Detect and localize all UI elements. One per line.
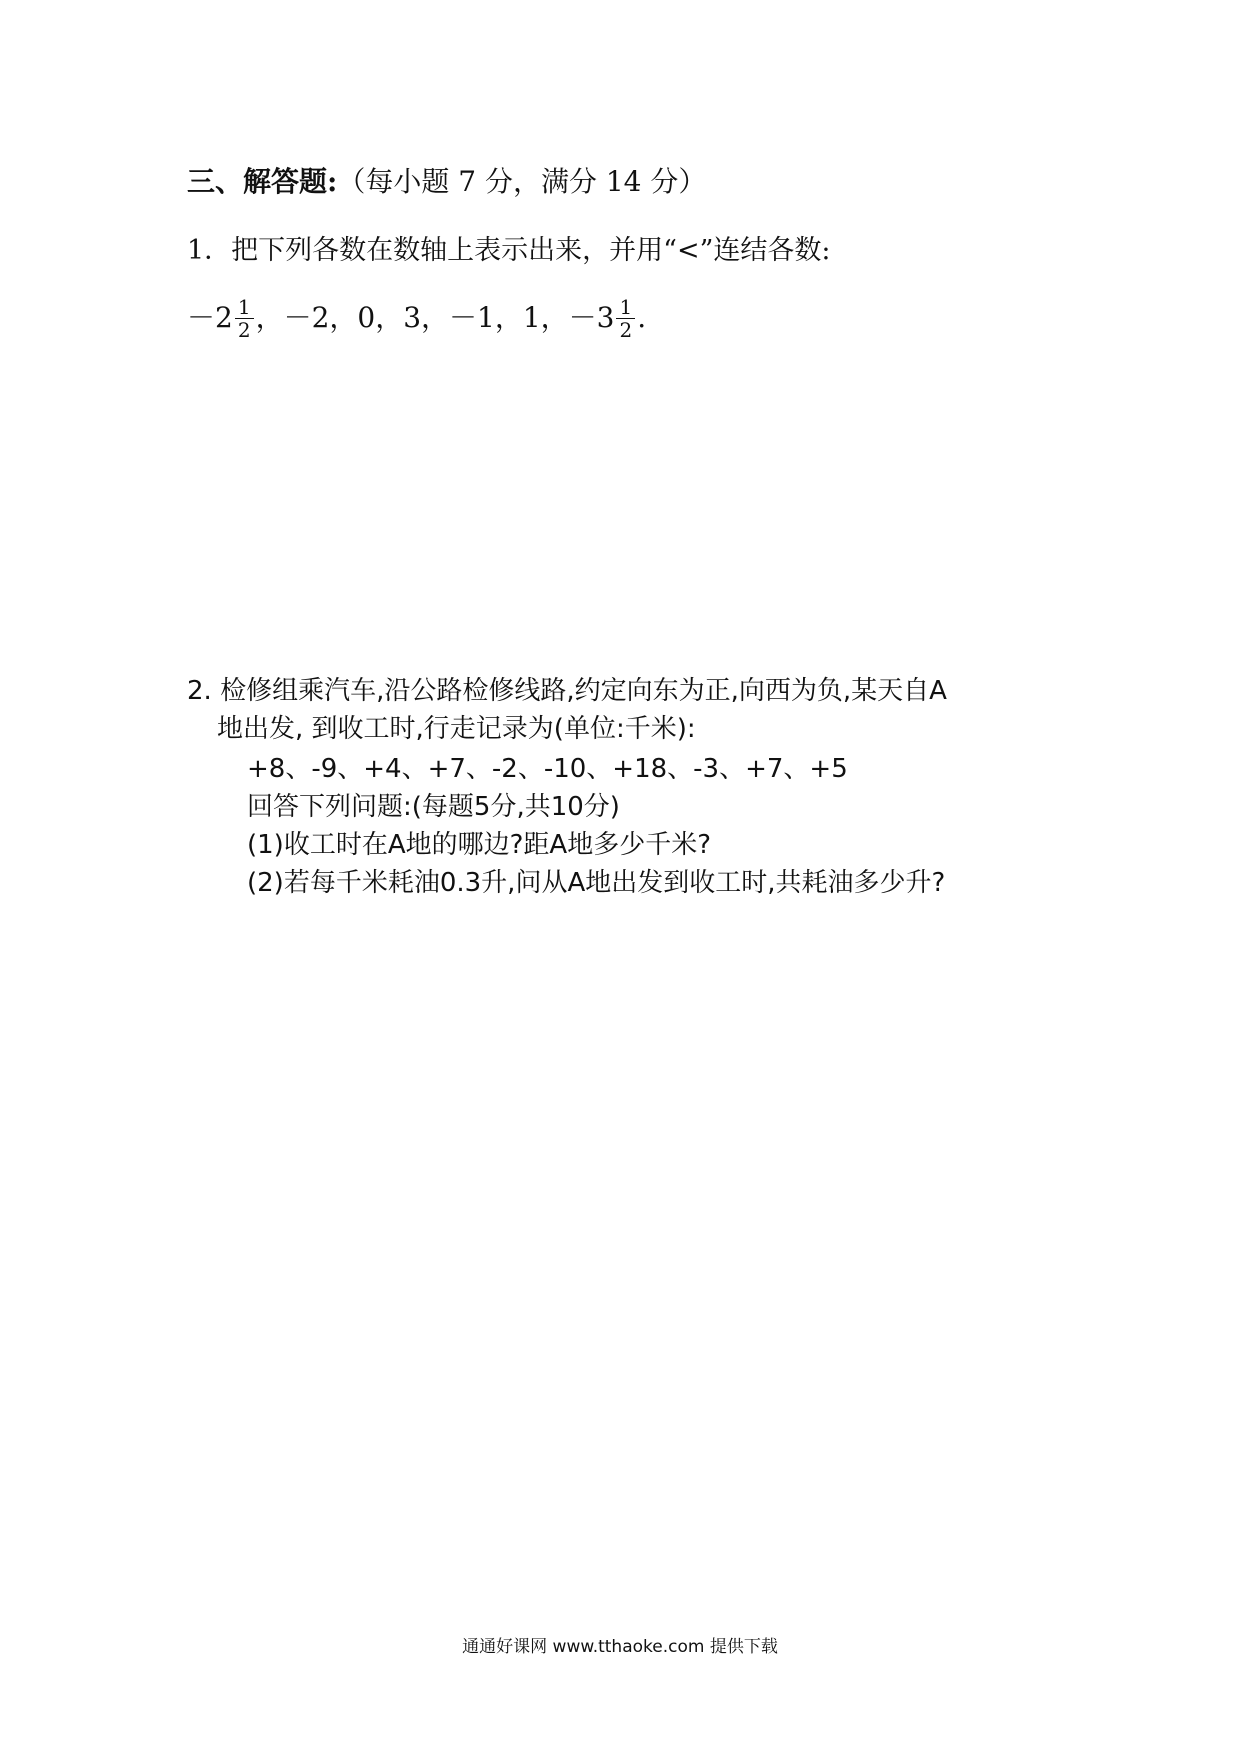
fraction-numerator: 1 xyxy=(616,296,635,319)
question-1-prompt: 1．把下列各数在数轴上表示出来，并用“<”连结各数: xyxy=(187,235,831,266)
question-2-records: +8、-9、+4、+7、-2、-10、+18、-3、+7、+5 xyxy=(247,754,848,784)
page-footer: 通通好课网 www.tthaoke.com 提供下载 xyxy=(462,1637,778,1657)
section-heading-label: 三、解答题: xyxy=(187,165,338,198)
question-2-subquestion-2: (2)若每千米耗油0.3升,问从A地出发到收工时,共耗油多少升? xyxy=(247,868,946,898)
number-last-fraction xyxy=(616,296,635,341)
section-heading-note: （每小题 7 分，满分 14 分） xyxy=(337,165,707,198)
fraction-denominator: 2 xyxy=(237,317,251,342)
fraction-denominator: 2 xyxy=(619,317,633,342)
number-1-fraction xyxy=(235,296,254,341)
question-2-subquestion-1: (1)收工时在A地的哪边?距A地多少千米? xyxy=(247,830,712,860)
section-heading xyxy=(187,165,706,199)
fraction-numerator: 1 xyxy=(235,296,254,319)
number-last-whole: －3 xyxy=(568,301,615,334)
number-1-whole: －2 xyxy=(187,301,233,334)
question-1-numbers xyxy=(187,288,646,348)
numbers-middle: ，－2，0，3，－1，1， xyxy=(255,301,569,334)
question-2-line-1: 2. 检修组乘汽车,沿公路检修线路,约定向东为正,向西为负,某天自A xyxy=(187,676,947,706)
numbers-end: . xyxy=(637,301,647,334)
question-2-instructions: 回答下列问题:(每题5分,共10分) xyxy=(247,792,620,822)
question-2-line-2: 地出发, 到收工时,行走记录为(单位:千米): xyxy=(217,714,696,744)
